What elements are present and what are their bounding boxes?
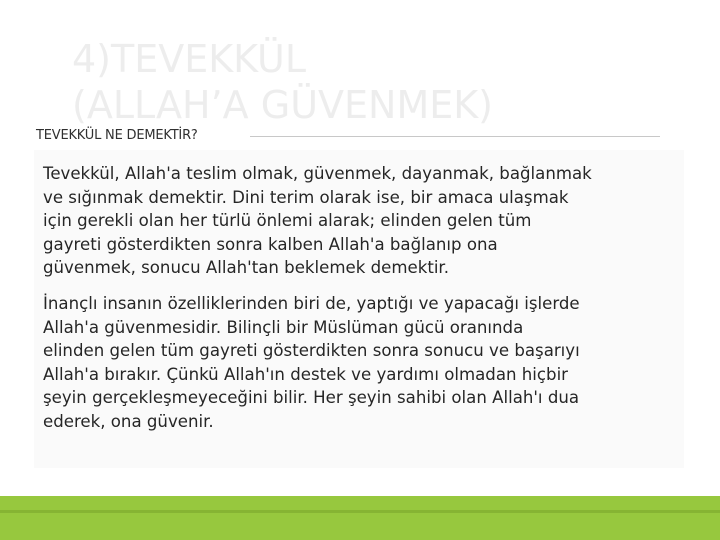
subtitle-divider [250, 136, 660, 137]
footer-line [0, 510, 720, 513]
paragraph-definition: Tevekkül, Allah'a teslim olmak, güvenmek, dayanmak, bağlanmak ve sığınmak demektir. Dini terim olarak ise, bir amaca ulaşmak için gerekli olan her türlü önlemi alarak; elinden gelen tüm gayreti gösterdikten sonra kalben Allah'a bağlanıp ona güvenmek, sonucu Allah'tan beklemek demektir. [43, 164, 592, 277]
footer-bar [0, 496, 720, 540]
paragraph-believer: İnançlı insanın özelliklerinden biri de, yaptığı ve yapacağı işlerde Allah'a güvenmesidir. Bilinçli bir Müslüman gücü oranında elinden gelen tüm gayreti gösterdikten sonra sonucu ve başarıyı Allah'a bırakır. Çünkü Allah'ın destek ve yardımı olmadan hiçbir şeyin gerçekleşmeyeceğini bilir. Her şeyin sahibi olan Allah'ı dua ederek, ona güvenir. [43, 294, 580, 431]
slide-subtitle: TEVEKKÜL NE DEMEKTİR? [36, 128, 198, 143]
slide-title: 4)TEVEKKÜL (ALLAH’A GÜVENMEK) [72, 37, 493, 127]
